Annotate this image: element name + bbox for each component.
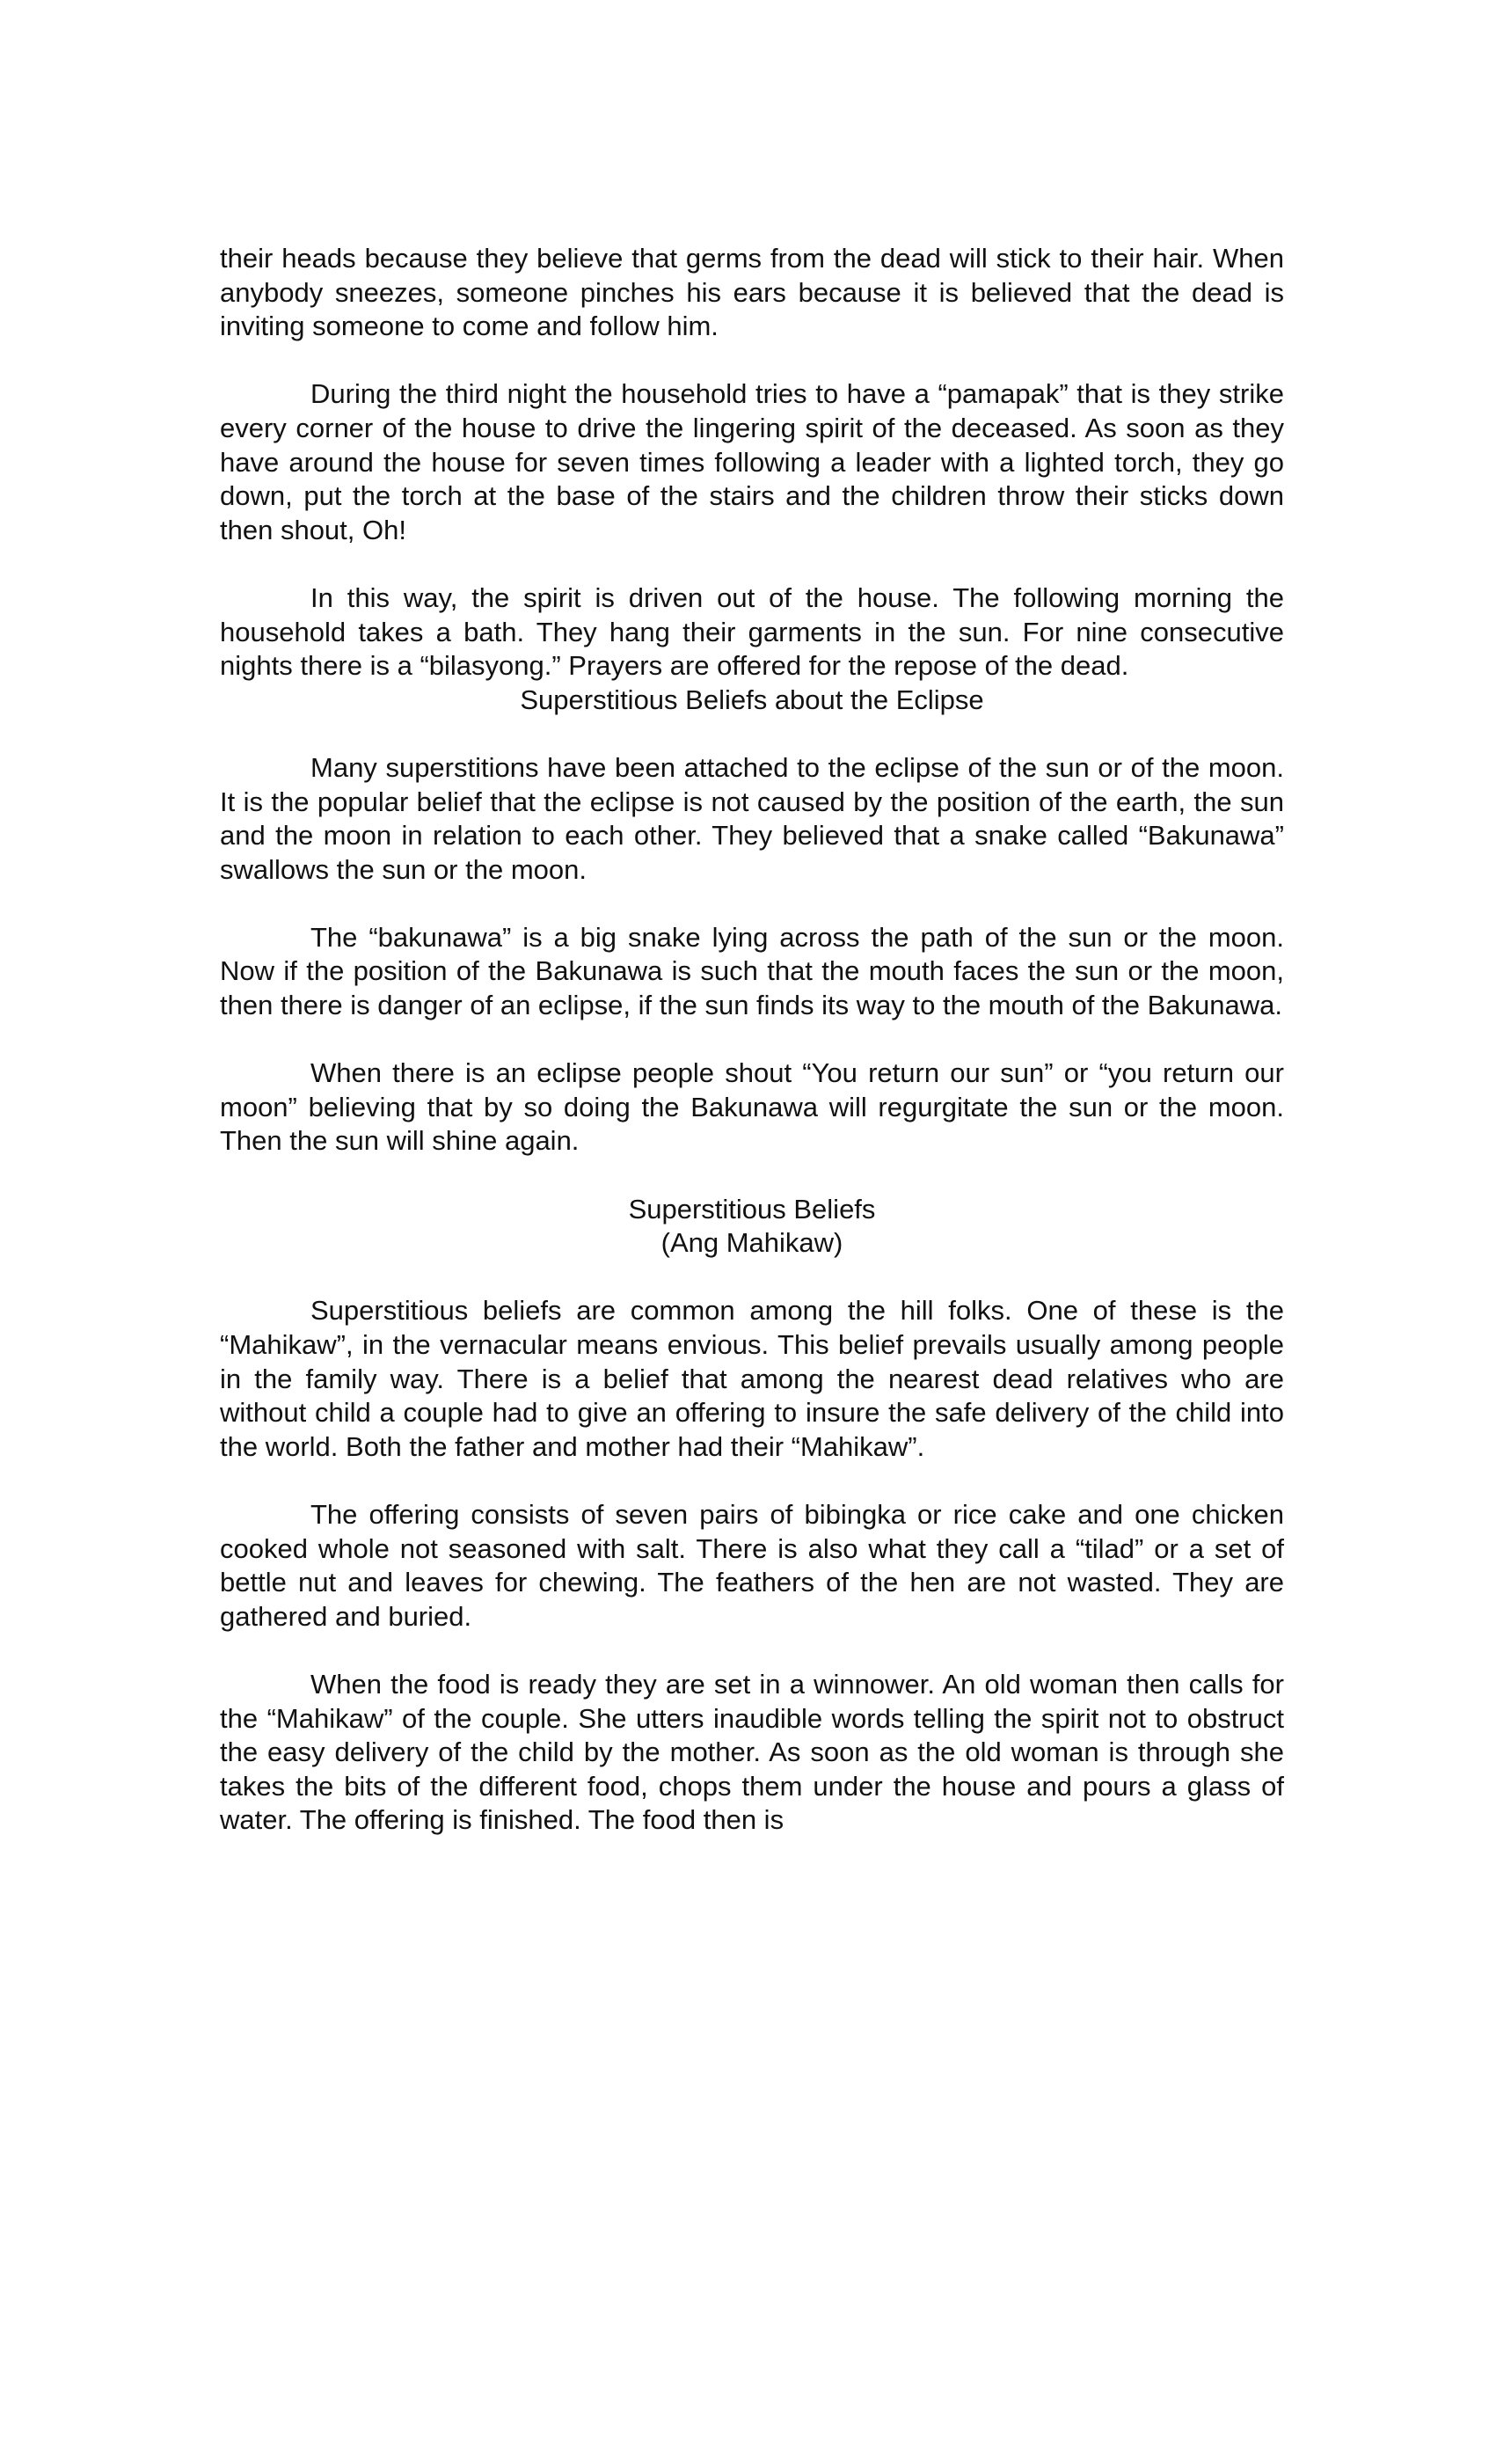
paragraph-spirit-driven-out: In this way, the spirit is driven out of the house. The following morning the household takes a bath. They hang their garments in the sun. For nine consecutive nights there is a “bilasyong.” Prayers are offered for the repose of the dead. [220, 581, 1284, 682]
section-heading-mahikaw [220, 1193, 1284, 1261]
paragraph-return-our-sun: When there is an eclipse people shout “You return our sun” or “you return our moon” believing that by so doing the Bakunawa will regurgitate the sun or the moon. Then the sun will shine again. [220, 1057, 1284, 1157]
paragraph-pamapak: During the third night the household tries to have a “pamapak” that is they strike every corner of the house to drive the lingering spirit of the deceased. As soon as they have around the house for seven times following a leader with a lighted torch, they go down, put the torch at the base of the stairs and the children throw their sticks down then shout, Oh! [220, 378, 1284, 545]
paragraph-continuation: their heads because they believe that germs from the dead will stick to their hair. When anybody sneezes, someone pinches his ears because it is believed that the dead is inviting someone to come and follow him. [220, 243, 1284, 342]
document-page [220, 242, 1284, 1838]
paragraph-bakunawa: The “bakunawa” is a big snake lying across the path of the sun or the moon. Now if the position of the Bakunawa is such that the mouth faces the sun or the moon, then there is danger of an eclipse, if the sun finds its way to the mouth of the Bakunawa. [220, 921, 1284, 1021]
paragraph-eclipse-superstitions: Many superstitions have been attached to the eclipse of the sun or of the moon. It is the popular belief that the eclipse is not caused by the position of the earth, the sun and the moon in relation to each other. They believed that a snake called “Bakunawa” swallows the sun or the moon. [220, 751, 1284, 885]
paragraph-offering: The offering consists of seven pairs of bibingka or rice cake and one chicken cooked whole not seasoned with salt. There is also what they call a “tilad” or a set of bettle nut and leaves for chewing. The feathers of the hen are not wasted. They are gathered and buried. [220, 1498, 1284, 1632]
section-heading-eclipse: Superstitious Beliefs about the Eclipse [520, 684, 984, 715]
paragraph-winnower: When the food is ready they are set in a winnower. An old woman then calls for the “Mahikaw” of the couple. She utters inaudible words telling the spirit not to obstruct the easy delivery of the child by the mother. As soon as the old woman is through she takes the bits of the different food, chops them under the house and pours a glass of water. The offering is finished. The food then is [220, 1668, 1284, 1836]
heading-line-1: Superstitious Beliefs [628, 1193, 876, 1225]
paragraph-mahikaw-belief: Superstitious beliefs are common among the hill folks. One of these is the “Mahikaw”, in the vernacular means envious. This belief prevails usually among people in the family way. There is a belief that among the nearest dead relatives who are without child a couple had to give an offering to insure the safe delivery of the child into the world. Both the father and mother had their “Mahikaw”. [220, 1295, 1284, 1462]
heading-line-2: (Ang Mahikaw) [660, 1227, 843, 1259]
